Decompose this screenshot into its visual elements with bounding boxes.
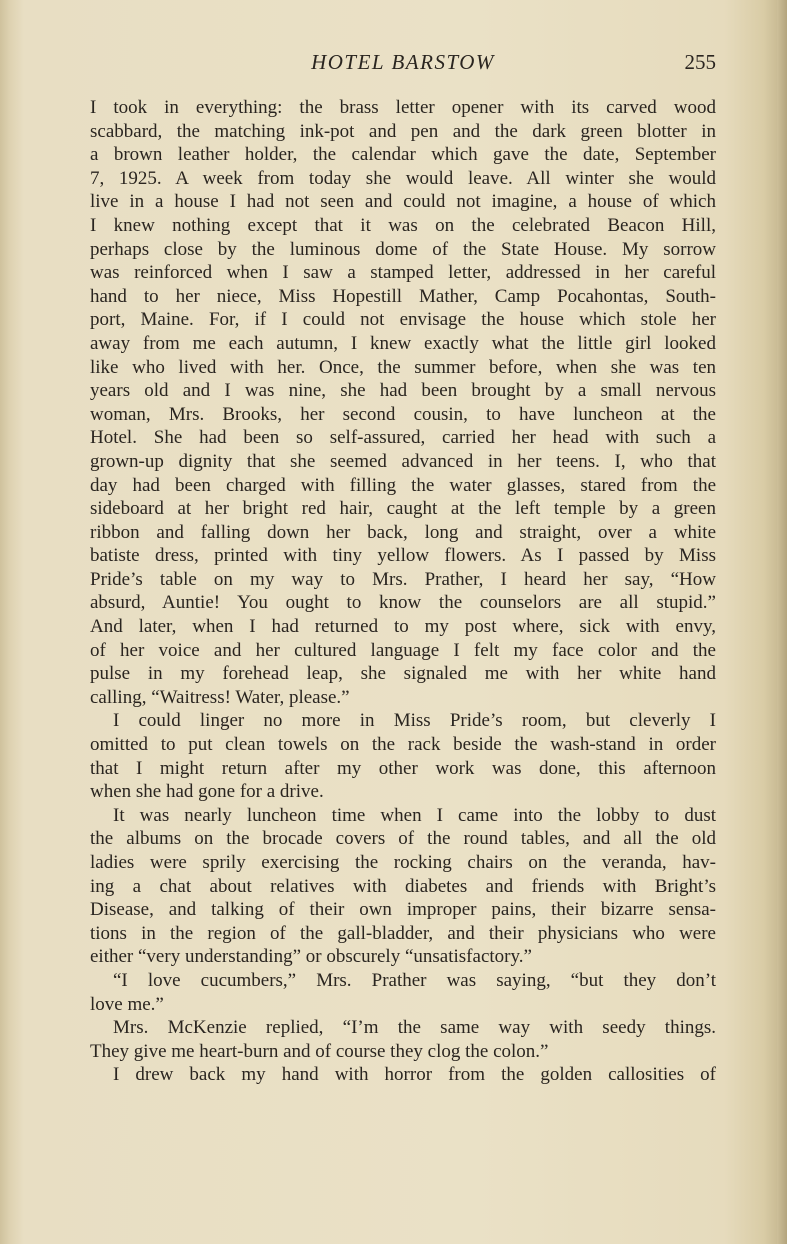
text-line: sideboard at her bright red hair, caught at the left temple by a green: [90, 498, 716, 520]
text-line: like who lived with her. Once, the summer before, when she was ten: [90, 356, 716, 378]
text-line: “I love cucumbers,” Mrs. Prather was saying, “but they don’t: [113, 969, 716, 991]
text-line: port, Maine. For, if I could not envisage the house which stole her: [90, 309, 716, 331]
text-line: It was nearly luncheon time when I came into the lobby to dust: [113, 804, 716, 826]
text-line: day had been charged with filling the water glasses, stared from the: [90, 474, 716, 496]
text-line: calling, “Waitress! Water, please.”: [90, 686, 350, 708]
body-text: [90, 96, 716, 1087]
text-line: of her voice and her cultured language I felt my face color and the: [90, 639, 716, 661]
text-line: pulse in my forehead leap, she signaled me with her white hand: [90, 663, 716, 685]
text-line: love me.”: [90, 993, 164, 1015]
text-line: when she had gone for a drive.: [90, 781, 324, 803]
page-edge: [777, 0, 787, 1244]
text-line: I drew back my hand with horror from the golden callosities of: [113, 1064, 716, 1086]
text-line: Hotel. She had been so self-assured, carried her head with such a: [90, 427, 716, 449]
text-line: 7, 1925. A week from today she would leave. All winter she would: [90, 167, 716, 189]
text-line: omitted to put clean towels on the rack beside the wash-stand in order: [90, 734, 716, 756]
text-line: I could linger no more in Miss Pride’s room, but cleverly I: [113, 710, 716, 732]
text-line: away from me each autumn, I knew exactly what the little girl looked: [90, 332, 716, 354]
text-line: Pride’s table on my way to Mrs. Prather, I heard her say, “How: [90, 568, 716, 590]
text-line: I took in everything: the brass letter opener with its carved wood: [90, 97, 716, 118]
running-head: [90, 50, 716, 80]
text-line: that I might return after my other work was done, this afternoon: [90, 757, 716, 779]
text-line: perhaps close by the luminous dome of the State House. My sorrow: [90, 238, 716, 260]
text-line: absurd, Auntie! You ought to know the counselors are all stupid.”: [90, 592, 716, 614]
text-line: scabbard, the matching ink-pot and pen and the dark green blotter in: [90, 120, 716, 142]
page-number: 255: [684, 50, 716, 74]
text-line: Mrs. McKenzie replied, “I’m the same way with seedy things.: [113, 1017, 716, 1039]
text-line: live in a house I had not seen and could not imagine, a house of which: [90, 191, 716, 213]
text-line: tions in the region of the gall-bladder, and their physicians who were: [90, 922, 716, 944]
text-line: And later, when I had returned to my post where, sick with envy,: [90, 616, 716, 638]
text-line: Disease, and talking of their own improper pains, their bizarre sensa-: [90, 899, 716, 921]
text-line: either “very understanding” or obscurely “unsatisfactory.”: [90, 946, 532, 968]
text-line: a brown leather holder, the calendar which gave the date, September: [90, 144, 716, 166]
running-head-title: HOTEL BARSTOW: [311, 50, 495, 74]
text-line: hand to her niece, Miss Hopestill Mather, Camp Pocahontas, South-: [90, 285, 716, 307]
text-line: ing a chat about relatives with diabetes and friends with Bright’s: [90, 875, 716, 897]
text-line: was reinforced when I saw a stamped letter, addressed in her careful: [90, 262, 716, 284]
text-line: They give me heart-burn and of course they clog the colon.”: [90, 1040, 549, 1062]
text-line: the albums on the brocade covers of the round tables, and all the old: [90, 828, 716, 850]
text-line: grown-up dignity that she seemed advanced in her teens. I, who that: [90, 450, 716, 472]
text-line: years old and I was nine, she had been brought by a small nervous: [90, 380, 716, 402]
text-line: batiste dress, printed with tiny yellow flowers. As I passed by Miss: [90, 545, 716, 567]
text-line: woman, Mrs. Brooks, her second cousin, to have luncheon at the: [90, 403, 716, 425]
text-line: ladies were sprily exercising the rocking chairs on the veranda, hav-: [90, 852, 716, 873]
text-line: ribbon and falling down her back, long and straight, over a white: [90, 521, 716, 543]
text-line: I knew nothing except that it was on the celebrated Beacon Hill,: [90, 214, 716, 236]
